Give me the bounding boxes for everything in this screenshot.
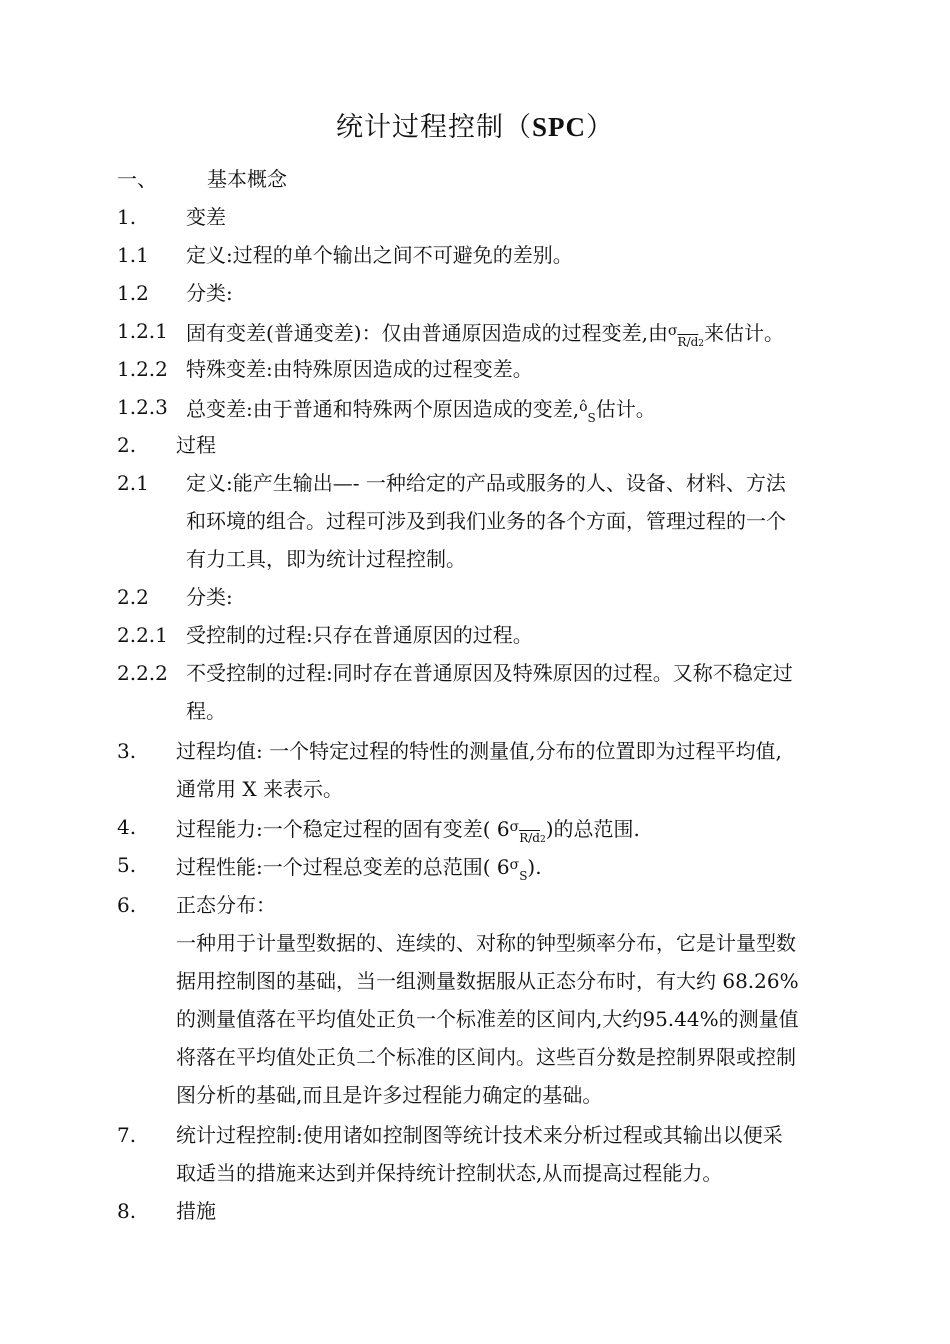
line-text-after: 估计。 (595, 397, 656, 421)
sigma-subscript-2: 2 (539, 835, 546, 845)
line-text (186, 318, 784, 357)
line-text: 据用控制图的基础，当一组测量数据服从正态分布时，有大约 68.26% (176, 969, 799, 993)
sigma-symbol: σ (667, 323, 678, 339)
line-number: 2.2.2 (117, 661, 168, 685)
line-text: 过程 (176, 433, 216, 457)
line-number: 8. (117, 1199, 137, 1223)
line-text: 定义:能产生输出—- 一种给定的产品或服务的人、设备、材料、方法 (186, 471, 786, 495)
line-text: 基本概念 (207, 167, 287, 191)
line-text-main: 固有变差(普通变差)：仅由普通原因造成的过程变差,由 (186, 321, 668, 345)
line-text-main: 过程性能:一个过程总变差的总范围( 6 (176, 855, 510, 879)
line-number: 一、 (117, 167, 157, 191)
line-text-main: 总变差:由于普通和特殊两个原因造成的变差, (186, 397, 580, 421)
line-text-after: 来估计。 (704, 321, 785, 345)
line-text: 特殊变差:由特殊原因造成的过程变差。 (186, 357, 533, 381)
line-text: 定义:过程的单个输出之间不可避免的差别。 (186, 243, 573, 267)
line-number: 1. (117, 205, 137, 229)
line-text: 程。 (186, 699, 226, 723)
line-text: 取适当的措施来达到并保持统计控制状态,从而提高过程能力。 (176, 1161, 723, 1185)
sigma-subscript: S (519, 869, 528, 883)
line-number: 3. (117, 739, 137, 763)
line-number: 2.1 (117, 471, 149, 495)
sigma-symbol: σ (509, 819, 520, 835)
line-text: 分类: (186, 281, 233, 305)
sigma-subscript: S (587, 411, 596, 425)
sigma-subscript: R/d (677, 335, 699, 349)
line-text-after: ). (527, 855, 542, 879)
line-text: 正态分布： (176, 893, 276, 917)
line-text: 一种用于计量型数据的、连续的、对称的钟型频率分布，它是计量型数 (176, 931, 796, 955)
line-number: 7. (117, 1123, 137, 1147)
line-text: 通常用 X 来表示。 (176, 777, 343, 801)
line-text (176, 814, 640, 853)
line-number: 5. (117, 853, 137, 877)
line-text: 统计过程控制:使用诸如控制图等统计技术来分析过程或其输出以便采 (176, 1123, 783, 1147)
title-close: ） (586, 112, 614, 143)
sigma-symbol: ô (579, 399, 588, 415)
sigma-subscript: R/d (519, 831, 540, 845)
line-number: 2.2.1 (117, 623, 168, 647)
line-text: 和环境的组合。过程可涉及到我们业务的各个方面，管理过程的一个 (186, 509, 786, 533)
line-text: 受控制的过程:只存在普通原因的过程。 (186, 623, 533, 647)
line-number: 2. (117, 433, 137, 457)
line-text: 将落在平均值处正负二个标准的区间内。这些百分数是控制界限或控制 (176, 1045, 796, 1069)
line-text: 有力工具，即为统计过程控制。 (186, 547, 466, 571)
line-text (176, 852, 542, 889)
line-number: 1.1 (117, 243, 149, 267)
line-number: 4. (117, 815, 137, 839)
line-text: 变差 (186, 205, 226, 229)
line-text: 不受控制的过程:同时存在普通原因及特殊原因的过程。又称不稳定过 (186, 661, 793, 685)
page-title (0, 105, 950, 144)
line-number: 1.2.3 (117, 395, 168, 419)
line-number: 2.2 (117, 585, 149, 609)
line-text: 图分析的基础,而且是许多过程能力确定的基础。 (176, 1083, 603, 1107)
line-text: 措施 (176, 1199, 216, 1223)
line-number: 6. (117, 893, 137, 917)
line-text-after: )的总范围. (545, 817, 640, 841)
line-number: 1.2.2 (117, 357, 168, 381)
line-text (186, 394, 656, 431)
line-text: 的测量值落在平均值处正负一个标准差的区间内,大约95.44%的测量值 (176, 1007, 799, 1031)
title-text: 统计过程控制（ (335, 112, 532, 143)
line-text-main: 过程能力:一个稳定过程的固有变差( 6 (176, 817, 510, 841)
line-text: 过程均值: 一个特定过程的特性的测量值,分布的位置即为过程平均值, (176, 739, 782, 763)
title-bold: SPC (531, 112, 586, 142)
line-number: 1.2 (117, 281, 149, 305)
sigma-symbol: σ (509, 857, 520, 873)
line-number: 1.2.1 (117, 319, 168, 343)
sigma-subscript-2: 2 (698, 339, 705, 349)
line-text: 分类: (186, 585, 233, 609)
